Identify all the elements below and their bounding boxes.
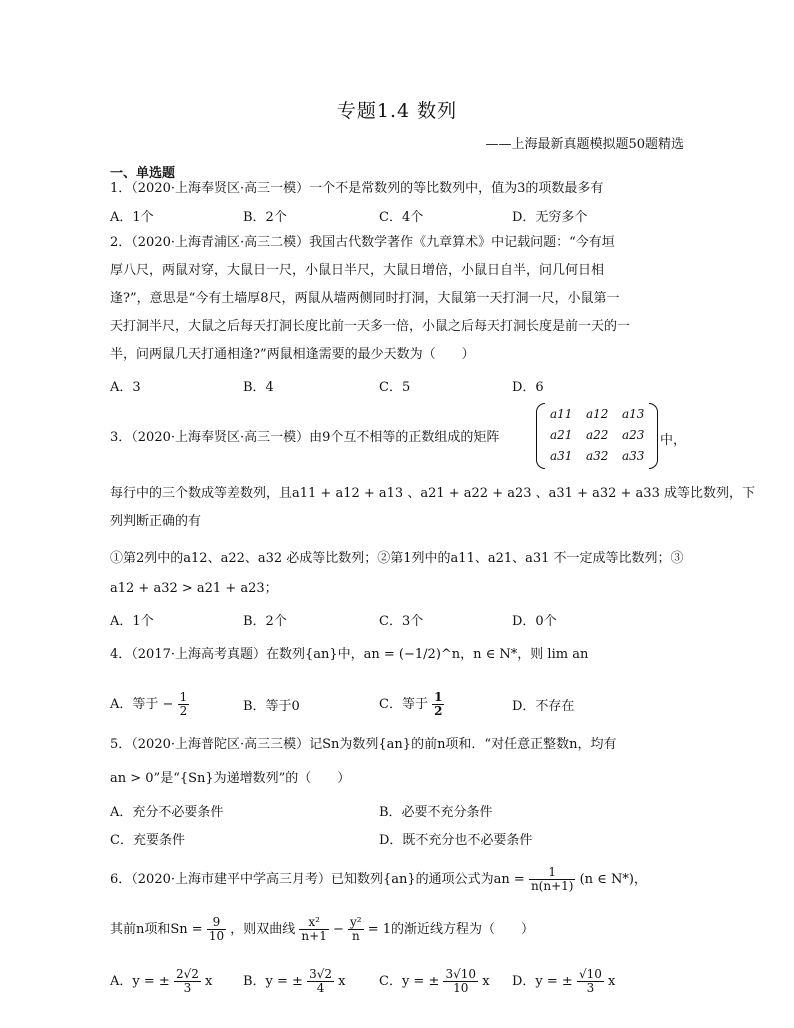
q4-option-c-fraction <box>432 691 444 718</box>
option-suffix: x <box>205 974 213 989</box>
q6-option-c <box>379 968 490 995</box>
q1-option-d: D．无穷多个 <box>512 210 588 225</box>
q6-line-1-prefix: 6．（2020·上海市建平中学高三月考）已知数列{an}的通项公式为an = <box>110 872 525 887</box>
q6-sum-fraction <box>207 916 226 943</box>
fraction-denominator: 10 <box>208 929 225 943</box>
q1-option-a: A．1个 <box>110 210 154 225</box>
option-suffix: x <box>338 974 346 989</box>
fraction-numerator: 2√2 <box>175 967 199 981</box>
q2-line-3: 逢?”，意思是“今有土墙厚8尺，两鼠从墙两侧同时打洞，大鼠第一天打洞一尺，小鼠第一 <box>110 291 620 306</box>
q4-stem: 4．（2017·上海高考真题）在数列{an}中，an = (−1/2)^n，n ∈ N*，则 lim an <box>110 647 589 662</box>
matrix-right-bracket <box>649 403 658 469</box>
q6-line-2 <box>110 916 695 952</box>
q3-matrix <box>536 403 658 469</box>
option-fraction <box>443 968 478 995</box>
option-prefix: A．y = ± <box>110 974 170 989</box>
q2-option-c: C．5 <box>379 380 411 395</box>
q2-line-4: 天打洞半尺，大鼠之后每天打洞长度比前一天多一倍，小鼠之后每天打洞长度是前一天的一 <box>110 319 631 334</box>
fraction-denominator: 3 <box>586 981 595 995</box>
q6-hyperbola-x-fraction <box>299 916 328 943</box>
q3-options <box>110 610 695 630</box>
q3-stem: 3．（2020·上海奉贤区·高三一模）由9个互不相等的正数组成的矩阵 <box>110 430 500 445</box>
option-prefix: D．y = ± <box>512 974 573 989</box>
q6-line-2-suffix: = 1的渐近线方程为（ ） <box>367 922 535 937</box>
q2-option-a: A．3 <box>110 380 141 395</box>
q2-option-b: B．4 <box>243 380 274 395</box>
section-heading: 一、单选题 <box>110 166 176 181</box>
fraction-numerator: 3√2 <box>309 967 333 981</box>
q4-option-a <box>110 691 189 718</box>
matrix-cell: a13 <box>622 407 645 421</box>
q6-option-b <box>243 968 346 995</box>
page-title: 专题1.4 数列 <box>336 100 458 122</box>
option-suffix: x <box>608 974 616 989</box>
option-fraction <box>174 968 201 995</box>
q6-hyperbola-y-fraction <box>348 916 364 943</box>
q6-line-2-prefix: 其前n项和Sn = <box>110 922 203 937</box>
matrix-cell: a21 <box>550 428 573 442</box>
fraction-denominator: 2 <box>179 704 188 718</box>
q5-options-row-2 <box>110 829 695 849</box>
q5-option-a: A．充分不必要条件 <box>110 805 224 820</box>
fraction-denominator: n(n+1) <box>530 879 574 893</box>
q4-option-c <box>379 691 444 718</box>
q5-options-row-1 <box>110 801 695 821</box>
option-fraction <box>307 968 334 995</box>
matrix-cell: a12 <box>586 407 609 421</box>
q3-line-2: 每行中的三个数成等差数列，且a11 + a12 + a13 、a21 + a22 + a23 、a31 + a32 + a33 成等比数列，下 <box>110 486 755 501</box>
q6-line-1 <box>110 866 695 902</box>
q3-line-3: 列判断正确的有 <box>110 514 202 529</box>
matrix-cell: a33 <box>622 449 645 463</box>
q6-minus-sign: − <box>332 922 344 937</box>
fraction-denominator: n+1 <box>301 929 327 943</box>
fraction-numerator: 9 <box>207 916 226 930</box>
q3-option-d: D．0个 <box>512 614 557 629</box>
q5-line-2: an > 0”是“{Sn}为递增数列”的（ ） <box>110 771 351 786</box>
fraction-numerator: 3√10 <box>445 967 477 981</box>
q5-option-c: C．充要条件 <box>110 833 185 848</box>
q3-option-a: A．1个 <box>110 614 154 629</box>
q4-option-a-prefix: A．等于 − <box>110 697 174 712</box>
q6-option-d <box>512 968 615 995</box>
q2-line-2: 厚八尺，两鼠对穿，大鼠日一尺，小鼠日半尺，大鼠日增倍，小鼠日自半，问几何日相 <box>110 263 605 278</box>
q1-option-b: B．2个 <box>243 210 287 225</box>
q1-option-c: C．4个 <box>379 210 424 225</box>
option-prefix: C．y = ± <box>379 974 440 989</box>
fraction-numerator: y² <box>350 915 362 929</box>
option-suffix: x <box>482 974 490 989</box>
q6-line-1-suffix: (n ∈ N*)， <box>579 872 647 887</box>
q6-line-2-mid: ，则双曲线 <box>230 922 296 937</box>
q5-line-1: 5．（2020·上海普陀区·高三三模）记Sn为数列{an}的前n项和．“对任意正整数n，均有 <box>110 737 617 752</box>
q6-option-a <box>110 968 212 995</box>
q5-option-b: B．必要不充分条件 <box>379 805 493 820</box>
matrix-cell: a23 <box>622 428 645 442</box>
q3-after-matrix: 中， <box>660 433 687 448</box>
fraction-numerator: 1 <box>179 690 188 704</box>
q6-line-1-fraction <box>529 866 576 893</box>
q2-options <box>110 376 695 396</box>
q3-option-c: C．3个 <box>379 614 424 629</box>
q4-option-a-fraction <box>178 691 190 718</box>
matrix-cell: a32 <box>586 449 609 463</box>
q2-line-1: 2．（2020·上海青浦区·高三二模）我国古代数学著作《九章算术》中记载问题：“今有垣 <box>110 235 615 250</box>
matrix-cell: a22 <box>586 428 609 442</box>
q3-option-b: B．2个 <box>243 614 287 629</box>
q4-option-d: D．不存在 <box>512 699 575 714</box>
fraction-denominator: 2 <box>434 704 443 718</box>
q2-option-d: D．6 <box>512 380 544 395</box>
page-subtitle: ——上海最新真题模拟题50题精选 <box>485 137 684 152</box>
fraction-denominator: n <box>351 929 360 943</box>
fraction-denominator: 4 <box>316 981 325 995</box>
option-fraction <box>577 968 604 995</box>
fraction-numerator: x² <box>299 916 328 930</box>
matrix-cell: a11 <box>550 407 573 421</box>
q1-stem: 1．（2020·上海奉贤区·高三一模）一个不是常数列的等比数列中，值为3的项数最多有 <box>110 181 604 196</box>
q4-option-c-prefix: C．等于 <box>379 697 428 712</box>
q1-options <box>110 206 695 226</box>
q6-options <box>110 968 695 1008</box>
matrix-left-bracket <box>536 403 545 469</box>
fraction-numerator: 1 <box>434 690 443 704</box>
option-prefix: B．y = ± <box>243 974 303 989</box>
q4-options <box>110 683 695 723</box>
q4-option-b: B．等于0 <box>243 699 300 714</box>
q5-option-d: D．既不充分也不必要条件 <box>379 833 533 848</box>
matrix-cell: a31 <box>550 449 573 463</box>
fraction-denominator: 10 <box>453 981 469 995</box>
fraction-denominator: 3 <box>183 981 192 995</box>
q3-line-5: a12 + a32 > a21 + a23； <box>110 581 278 596</box>
q3-line-4: ①第2列中的a12、a22、a32 必成等比数列；②第1列中的a11、a21、a31 不一定成等比数列；③ <box>110 551 684 566</box>
fraction-numerator: 1 <box>529 866 576 880</box>
q2-line-5: 半，问两鼠几天打通相逢?”两鼠相逢需要的最少天数为（ ） <box>110 347 475 362</box>
fraction-numerator: √10 <box>578 967 602 981</box>
